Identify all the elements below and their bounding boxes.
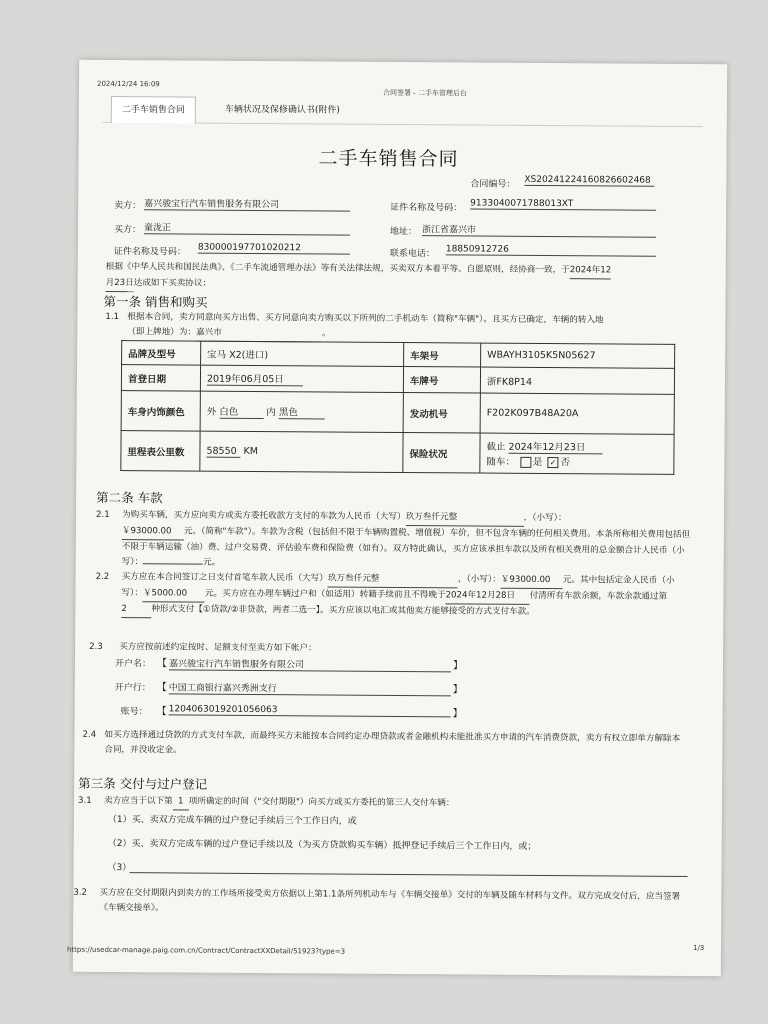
print-page-title: 合同签署 - 二手车管理后台: [382, 88, 467, 98]
delivery-option-3-blank: [130, 862, 688, 877]
seller-name: 嘉兴骏宝行汽车销售服务有限公司: [144, 196, 350, 211]
preamble: 根据《中华人民共和国民法典》、《二手车流通管理办法》等有关法律法规，买卖双方本着平等、自愿原则，经协商一致，于2024年12 月23日达成如下买卖协议：: [106, 260, 702, 296]
account-no-label: 账号：: [120, 707, 148, 718]
clause-2-1: 2.1 为购买车辆，买方应向卖方或卖方委托收款方支付的车款为人民币（大写）玖万叁仟元整 ，（小写）： ￥93000.00 元。（简称"车款"）。车款为含税（包括但不限于车辆购置税、增值税）车价，但不包含车辆的任何相关费用。本条所称相关费用包括但不限于车辆运输（油）费、过户交易费、评估验车费和保险费（如有）。双方特此确认，买方应该承担车款以及所有相关费用的总金额合计人民币（小写）： 元。: [95, 509, 691, 568]
mileage-value: 58550 KM: [200, 431, 403, 472]
tab-bar: [103, 92, 703, 127]
clause-2-2: 2.2 买方应在本合同签订之日支付首笔车款人民币（大写）玖万叁仟元整 ，（小写）：￥93000.00 元。其中包括定金人民币（小写）：￥5000.00 元。买方应在办理车辆过户和（如适用）转籍手续前且不得晚于2024年12月28日 付清所有车款余额，车款余款通过第2 种形式支付【①贷款/②非贷款，两者二选一】。买方应该以电汇或其他卖方能够接受的方式支付车款。: [95, 571, 675, 617]
contract-page: 2024/12/24 16:09 合同签署 - 二手车管理后台 二手车销售合同 车辆状况及保修确认书(附件) 二手车销售合同 合同编号： XS20241224160826602468 卖方： 嘉兴骏宝行汽车销售服务有限公司 证件名称及号码： 9133040071788013XT 买方： 童泷正 地址： 浙江省嘉兴市 证件名称及号码： 830000197701020212 联系电话： 18850912726 根据《中华人民共和国民法典》、《二手车流通管理办法》等有关法律法规，买卖双方本着平等、自愿原则，经协商一致，于2024年12 月23日达成如下买卖协议： 第一条 销售和购买 1.1 根据本合同，卖方同意向买方出售、买方同意向卖方购买以下所列的二手机动车（简称"车辆"）。且买方已确定，车辆的转入地 （即上牌地）为：嘉兴市 。 品牌及型号 宝马 X2(进口) 车架号 WBAYH3105K5N05627 首登日期 2019年06月05日 车牌号 浙FK8P14 车身内饰颜色 外 白色 内 黑色 发动机号 F202K097B48A20A 里程表公里数 58550 KM 保险状况 截止 2024年12月23日 随车： 是 ✓ 否 第二条 车款 2.1 为购买车辆，买方应向卖方或卖方委托收款方支付的车款为人民币（大写）玖万叁仟元整 ，（小写）： ￥93000.00 元。（简称"车款"）。车款为含税（包括但不限于车辆购置税、增值税）车价，但不包含车辆的任何相关费用。本条所称相关费用包括但不限于车辆运输（油）费、过户交易费、评估验车费和保险费（如有）。双方特此确认，买方应该承担车款以及所有相关费用的总金额合计人民币（小写）： 元。 2.2 买方应在本合同签订之日支付首笔车款人民币（大写）玖万叁仟元整 ，（小写）：￥93000.00 元。其中包括定金人民币（小写）：￥5000.00 元。买方应在办理车辆过户和（如适用）转籍手续前且不得晚于2024年12月28日 付清所有车款余额，车款余款通过第2 种形式支付【①贷款/②非贷款，两者二选一】。买方应该以电汇或其他卖方能够接受的方式支付车款。 2.3 买方应按前述约定按时、足额支付至卖方如下帐户： 开户名： 【 嘉兴骏宝行汽车销售服务有限公司 】 开户行： 【 中国工商银行嘉兴秀洲支行 】 账号： 【 1204063019201056063 】 2.4 如买方选择通过贷款的方式支付车款，而最终买方未能按本合同约定办理贷款或者金融机构未能批准买方申请的汽车消费贷款，卖方有权立即单方解除本合同，并没收定金。 第三条 交付与过户登记 3.1 卖方应当于以下第 1 项所确定的时间（"交付期限"）向买方或买方委托的第三人交付车辆： （1）买、卖双方完成车辆的过户登记手续后三个工作日内，或 （2）买、卖双方完成车辆的过户登记手续以及（为买方贷款购买车辆）抵押登记手续后三个工作日内，或； （3） 3.2 买方应在交付期限内到卖方的工作场所接受卖方依据以上第1.1条所列机动车与《车辆交接单》交付的车辆及随车材料与文件。双方完成交付后，应当签署《车辆交接单》。 https://usedcar-manage.paig.com.cn/Contract/ContractXXDetail/51923?type=3 1/3: [73, 60, 727, 977]
delivery-option-2: （2）买、卖双方完成车辆的过户登记手续以及（为买方贷款购买车辆）抵押登记手续后三个工作日内，或；: [107, 838, 537, 852]
print-datetime: 2024/12/24 16:09: [96, 79, 160, 89]
clause-3-2: 3.2 买方应在交付期限内到卖方的工作场所接受卖方依据以上第1.1条所列机动车与《车辆交接单》交付的车辆及随车材料与文件。双方完成交付后，应当签署《车辆交接单》。: [73, 887, 681, 914]
insurance-value: 截止 2024年12月23日 随车： 是 ✓ 否: [480, 433, 674, 474]
clause-2-4: 2.4 如买方选择通过贷款的方式支付车款，而最终买方未能按本合同约定办理贷款或者金融机构未能批准买方申请的汽车消费贷款，卖方有权立即单方解除本合同，并没收定金。: [82, 729, 681, 756]
clause-2-3: 2.3 买方应按前述约定按时、足额支付至卖方如下帐户：: [89, 641, 317, 654]
buyer-cert: 830000197701020212: [198, 243, 350, 255]
article-1-title: 第一条 销售和购买: [103, 293, 208, 310]
insurance-no-checkbox[interactable]: ✓: [547, 457, 558, 468]
seller-label: 卖方：: [114, 200, 142, 212]
article-3-title: 第三条 交付与过户登记: [78, 775, 208, 792]
engine-value: F202K097B48A20A: [480, 393, 674, 434]
phone-label: 联系电话：: [389, 248, 435, 260]
reg-date-label: 首登日期: [121, 365, 200, 392]
buyer-cert-label: 证件名称及号码：: [113, 246, 186, 258]
delivery-option-1: （1）买、卖双方完成车辆的过户登记手续后三个工作日内，或: [107, 814, 357, 827]
plate-label: 车牌号: [403, 367, 480, 394]
engine-label: 发动机号: [403, 393, 480, 434]
address-label: 地址：: [389, 226, 418, 238]
buyer-name: 童泷正: [144, 220, 350, 235]
bank-label: 开户行：: [114, 683, 151, 694]
seller-cert-value: 9133040071788013XT: [470, 198, 656, 210]
mileage-label: 里程表公里数: [121, 431, 200, 472]
contract-no: XS20241224160826602468: [524, 175, 654, 187]
tab-sales-contract[interactable]: 二手车销售合同: [111, 96, 196, 124]
contract-no-label: 合同编号：: [470, 179, 516, 190]
delivery-option-3: （3）: [107, 862, 132, 874]
reg-date-value: 2019年06月05日: [207, 371, 303, 387]
plate-value: 浙FK8P14: [480, 367, 674, 394]
vehicle-info-table: [120, 340, 675, 475]
frame-label: 车架号: [404, 343, 481, 368]
buyer-phone: 18850912726: [446, 244, 656, 256]
account-name-label: 开户名：: [114, 659, 152, 670]
footer-url: https://usedcar-manage.paig.com.cn/Contract/ContractXXDetail/51923?type=3: [66, 945, 346, 956]
brand-value: 宝马 X2(进口): [201, 341, 404, 366]
buyer-address: 浙江省嘉兴市: [422, 222, 656, 238]
account-name: 嘉兴骏宝行汽车销售服务有限公司: [169, 656, 451, 672]
document-title: 二手车销售合同: [318, 147, 459, 171]
color-value: 外 白色 内 黑色: [200, 391, 403, 432]
insurance-yes-checkbox[interactable]: [520, 457, 531, 468]
tab-vehicle-condition[interactable]: 车辆状况及保修确认书(附件): [224, 104, 340, 116]
account-no: 1204063019201056063: [169, 704, 451, 717]
seller-cert-label: 证件名称及号码：: [390, 202, 463, 214]
frame-value: WBAYH3105K5N05627: [481, 343, 675, 368]
article-2-title: 第二条 车款: [96, 489, 163, 506]
clause-1-1: 1.1 根据本合同，卖方同意向买方出售、买方同意向卖方购买以下所列的二手机动车（简称"车辆"）。且买方已确定，车辆的转入地 （即上牌地）为：嘉兴市 。: [105, 310, 701, 345]
footer-page-number: 1/3: [692, 944, 705, 953]
clause-3-1: 3.1 卖方应当于以下第 1 项所确定的时间（"交付期限"）向买方或买方委托的第三人交付车辆：: [78, 794, 692, 814]
buyer-label: 买方：: [113, 224, 142, 236]
color-label: 车身内饰颜色: [121, 391, 200, 432]
brand-label: 品牌及型号: [122, 341, 201, 366]
bank-name: 中国工商银行嘉兴秀洲支行: [169, 680, 451, 696]
insurance-label: 保险状况: [403, 433, 480, 474]
